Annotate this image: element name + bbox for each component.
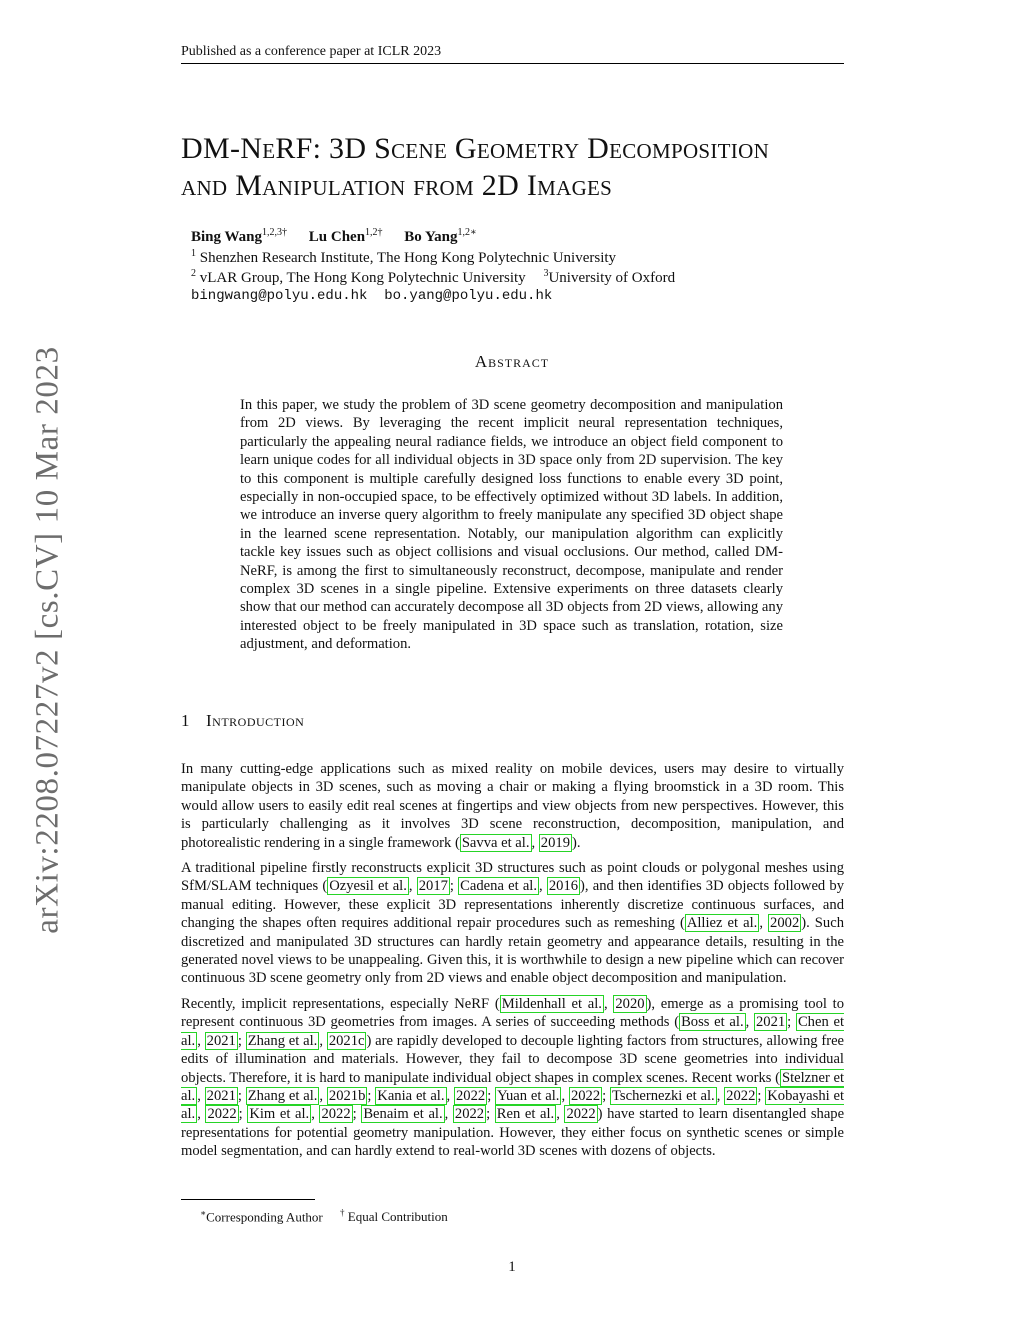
citation-link[interactable]: Cadena et al. (460, 878, 538, 895)
title-line-2: and Manipulation from 2D Images (181, 169, 613, 202)
citation-link[interactable]: 2016 (548, 878, 579, 895)
citation-link[interactable]: Kania et al. (377, 1087, 445, 1104)
citation-link[interactable]: Zhang et al. (247, 1087, 318, 1104)
citation-link[interactable]: 2020 (615, 995, 645, 1012)
author: Bing Wang$^{1,2,3\dagger}$ (191, 227, 288, 245)
citation-link[interactable]: 2019 (540, 834, 570, 851)
citation-link[interactable]: 2021b (328, 1087, 366, 1104)
paragraph: In many cutting-edge applications such as mixed reality on mobile devices, users may desire to virtually manipulate objects in 3D scenes, such as moving a chair or making a flying broomstick in a 3D room. This would allow users to easily edit real scenes at fingertips and view objects from new perspectives. However, this is particularly challenging as it involves 3D scene reconstruction, decomposition, manipulation, and photorealistic rendering in a single framework ( Savva et al. , 2019 ). (181, 761, 844, 851)
author-emails: bingwang@polyu.edu.hk bo.yang@polyu.edu.hk (191, 288, 553, 304)
citation-link[interactable]: 2022 (566, 1106, 596, 1123)
running-header: Published as a conference paper at ICLR 2023 (181, 44, 844, 64)
citation-link[interactable]: Yuan et al. (497, 1087, 560, 1104)
introduction-body (181, 760, 844, 1168)
citation-link[interactable]: Benaim et al. (363, 1106, 443, 1123)
author-list (191, 227, 495, 246)
title-line-1: DM-NeRF: 3D Scene Geometry Decomposition (181, 132, 770, 165)
section-heading (181, 711, 304, 731)
citation-link[interactable]: 2022 (321, 1106, 351, 1123)
abstract-heading: Abstract (474, 352, 550, 371)
affiliation-2-3: $^2$ vLAR Group, The Hong Kong Polytechnic University $^3$University of Oxford (191, 268, 676, 286)
citation-link[interactable]: 2022 (570, 1087, 601, 1104)
citation-link[interactable]: Tschernezki et al. (612, 1087, 715, 1104)
citation-link[interactable]: Kim et al. (249, 1106, 310, 1123)
citation-link[interactable]: Chen et al. (181, 1014, 845, 1049)
citation-link[interactable]: Stelzner et al. (181, 1069, 844, 1104)
citation-link[interactable]: 2002 (770, 915, 800, 932)
citation-link[interactable]: Ozyesil et al. (329, 878, 407, 895)
arxiv-stamp: arXiv:2208.07227v2 [cs.CV] 10 Mar 2023 (29, 346, 66, 934)
citation-link[interactable]: 2022 (207, 1106, 237, 1123)
citation-link[interactable]: Zhang et al. (247, 1032, 318, 1049)
paragraph: Recently, implicit representations, especially NeRF ( Mildenhall et al. , 2020 ), emerge as a promising tool to represent continuous 3D geometries from images. A series of succeeding methods ( Boss et al. , 2021 ; Chen et al. , 2021 ; Zhang et al. , 2021c ) are rapidly developed to decouple lighting factors from structures, allowing free edits of illumination and materials. However, they fail to decompose 3D scene geometries into individual objects. Therefore, it is hard to manipulate individual object shapes in complex scenes. Recent works ( Stelzner et al. , 2021 ; Zhang et al. , 2021b ; Kania et al. , 2022 ; Yuan et al. , 2022 ; Tschernezki et al. , 2022 ; Kobayashi et al. , 2022 ; Kim et al. , 2022 ; Benaim et al. , 2022 ; Ren et al. , 2022 ) have started to learn disentangled shape representations for potential geometry manipulation. However, they either focus on synthetic scenes or simple model segmentation, and can hardly extend to real-world 3D scenes with dozens of objects. (181, 995, 845, 1160)
section-number: 1 (181, 711, 190, 730)
page-number: 1 (508, 1259, 516, 1275)
citation-link[interactable]: 2022 (454, 1106, 485, 1123)
footnote-rule (181, 1199, 315, 1200)
citation-link[interactable]: 2021 (755, 1014, 786, 1031)
paper-title (181, 130, 881, 204)
author: Bo Yang$^{1,2∗}$ (404, 227, 477, 245)
footnote: ∗Corresponding Author † Equal Contribution (200, 1208, 448, 1225)
abstract-body: In this paper, we study the problem of 3D scene geometry decomposition and manipulation from 2D views. By leveraging the recent implicit neural representation techniques, particularly the appealing neural radiance fields, we introduce an object field component to learn unique codes for all individual objects in 3D space only from 2D supervision. The key to this component is multiple carefully designed loss functions to enable every 3D point, especially in non-occupied space, to be effectively optimized without 3D labels. In addition, we introduce an inverse query algorithm to freely manipulate any specified 3D object shape in the learned scene representation. Notably, our manipulation algorithm can explicitly tackle key issues such as object collisions and visual occlusions. Our method, called DM-NeRF, is among the first to simultaneously reconstruct, decompose, manipulate and render complex 3D scenes in a single pipeline. Extensive experiments on three datasets clearly show that our method can accurately decompose all 3D objects from 2D views, allowing any interested object to be freely manipulated in 3D space such as translation, rotation, size adjustment, and deformation. (240, 397, 783, 653)
citation-link[interactable]: 2021 (206, 1032, 236, 1049)
author: Lu Chen$^{1,2\dagger}$ (308, 227, 383, 245)
citation-link[interactable]: Mildenhall et al. (501, 995, 602, 1012)
citation-link[interactable]: 2022 (726, 1087, 756, 1104)
citation-link[interactable]: 2017 (418, 878, 448, 895)
affiliation-1: $^1$ Shenzhen Research Institute, The Hong Kong Polytechnic University (191, 248, 617, 266)
section-title: Introduction (206, 711, 305, 730)
citation-link[interactable]: Kobayashi et al. (181, 1087, 845, 1123)
citation-link[interactable]: Ren et al. (496, 1106, 555, 1123)
citation-link[interactable]: Boss et al. (681, 1014, 744, 1031)
citation-link[interactable]: Alliez et al. (686, 915, 758, 932)
citation-link[interactable]: 2021 (206, 1087, 236, 1104)
citation-link[interactable]: Savva et al. (461, 834, 530, 851)
citation-link[interactable]: 2022 (456, 1087, 486, 1104)
citation-link[interactable]: 2021c (328, 1032, 365, 1049)
paragraph: A traditional pipeline firstly reconstructs explicit 3D structures such as point clouds or polygonal meshes using SfM/SLAM techniques ( Ozyesil et al. , 2017 ; Cadena et al. , 2016 ), and then identifies 3D objects followed by manual editing. However, these explicit 3D representations inherently discretize continuous surfaces, and changing the shapes often requires additional repair procedures such as remeshing ( Alliez et al. , 2002 ). Such discretized and manipulated 3D structures can hardly retain geometry and appearance details, resulting in the generated novel views to be unappealing. Given this, it is worthwhile to design a new pipeline which can recover continuous 3D scene geometry only from 2D views and enable object decomposition and manipulation. (181, 860, 845, 987)
